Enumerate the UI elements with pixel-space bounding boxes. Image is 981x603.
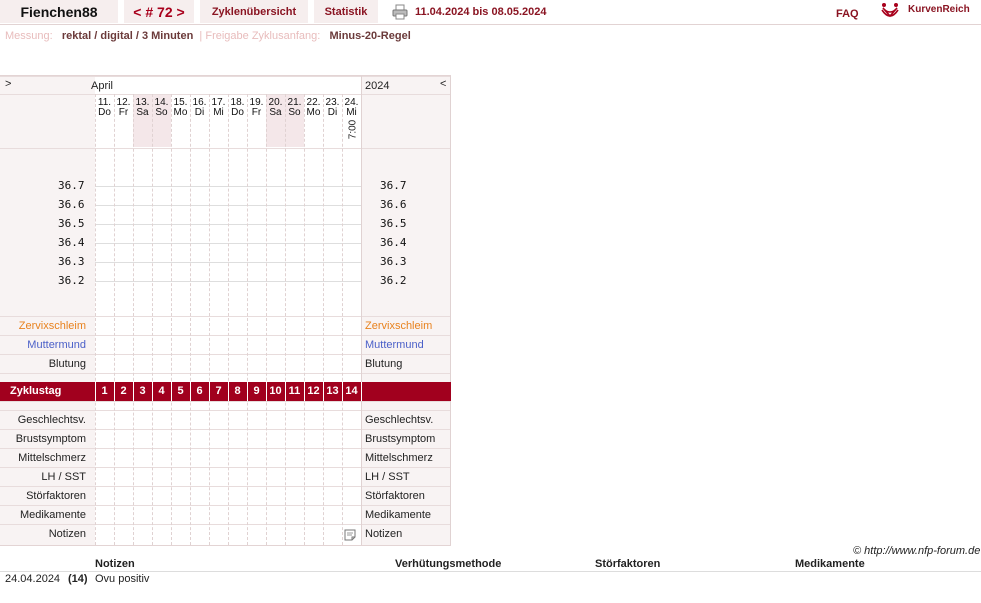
day-number: 13. [135,97,150,108]
row-label-right: Störfaktoren [365,490,425,502]
temp-label-right: 36.6 [380,198,407,211]
cycle-day-row [0,382,451,401]
row-label-left: Muttermund [27,339,86,351]
day-column-line [342,94,343,545]
top-bar [0,0,981,25]
cycle-chart [0,75,451,546]
row-divider [0,373,451,374]
release-value: Minus-20-Regel [329,30,411,42]
day-column-line [152,94,153,545]
date-range: 11.04.2024 bis 08.05.2024 [415,6,547,18]
footer-header-contraception: Verhütungsmethode [395,558,502,570]
row-divider [0,505,451,506]
temp-label-right: 36.5 [380,217,407,230]
temp-label-left: 36.5 [58,217,85,230]
cycle-day-number[interactable]: 4 [158,385,165,397]
row-divider [0,148,451,149]
day-number: 22. [306,97,321,108]
cycle-day-number[interactable]: 8 [234,385,241,397]
row-label-right: LH / SST [365,471,410,483]
weekday: Sa [269,107,282,118]
row-label-right: Mittelschmerz [365,452,433,464]
measure-value: rektal / digital / 3 Minuten [61,30,194,42]
cycle-day-number[interactable]: 12 [307,385,320,397]
row-divider [0,524,451,525]
day-column-line [190,94,191,545]
temp-label-right: 36.4 [380,236,407,249]
day-number: 18. [230,97,245,108]
day-number: 24. [344,97,359,108]
day-header-cell[interactable] [247,98,266,118]
info-separator: | [199,30,203,42]
nav-prev-button[interactable]: > [5,78,12,90]
temp-label-left: 36.2 [58,274,85,287]
tab-statistics[interactable]: Statistik [314,0,378,23]
day-column-line [285,94,286,545]
row-label-right: Geschlechtsv. [365,414,434,426]
nav-next-button[interactable]: < [440,78,447,90]
day-header-cell[interactable] [304,98,323,118]
weekday: Do [98,107,111,118]
row-divider [0,486,451,487]
row-label-left: Geschlechtsv. [17,414,86,426]
printer-icon[interactable] [392,4,408,20]
day-number: 16. [192,97,207,108]
day-number: 12. [116,97,131,108]
temp-label-right: 36.7 [380,179,407,192]
row-divider [0,94,451,95]
measure-time-label: 7:00 [347,119,359,140]
row-label-right: Muttermund [365,339,424,351]
copyright[interactable]: © http://www.nfp-forum.de [853,545,981,557]
footer-header-disruptions: Störfaktoren [595,558,661,570]
cycle-day-number[interactable]: 9 [253,385,260,397]
cycle-day-number[interactable]: 11 [288,385,301,397]
cycle-day-number[interactable]: 14 [345,385,358,397]
cycle-day-label: Zyklustag [10,385,62,397]
release-label: Freigabe Zyklusanfang: [205,30,321,42]
row-divider [0,410,451,411]
cycle-day-number[interactable]: 1 [101,385,108,397]
weekday: Fr [118,107,129,118]
day-column-line [95,94,96,545]
weekday: Sa [136,107,149,118]
row-label-right: Blutung [365,358,403,370]
temp-label-left: 36.3 [58,255,85,268]
day-header-cell[interactable] [95,98,114,118]
row-label-left: Mittelschmerz [18,452,86,464]
row-label-left: LH / SST [41,471,86,483]
day-header-cell[interactable] [209,98,228,118]
day-number: 14. [154,97,169,108]
row-divider [0,448,451,449]
row-divider [0,467,451,468]
cycle-day-number[interactable]: 5 [177,385,184,397]
cycle-day-number[interactable]: 6 [196,385,203,397]
row-label-left: Zervixschleim [18,320,86,332]
weekday: Mo [173,107,188,118]
month-label: April [91,80,114,92]
day-header-cell[interactable] [133,98,152,118]
cycle-day-separator [361,382,362,401]
row-divider [0,316,451,317]
day-number: 21. [287,97,302,108]
day-number: 11. [97,97,112,108]
day-number: 17. [211,97,226,108]
day-header-cell[interactable] [152,98,171,118]
row-label-left: Blutung [48,358,86,370]
day-column-line [171,94,172,545]
day-column-line [304,94,305,545]
day-column-line [209,94,210,545]
weekday: So [288,107,301,118]
day-header-cell[interactable] [285,98,304,118]
chart-right-border [450,76,451,545]
year-label: 2024 [365,80,390,92]
row-label-left: Störfaktoren [26,490,86,502]
temp-label-left: 36.7 [58,179,85,192]
footer-header-notes: Notizen [95,558,135,570]
day-number: 19. [249,97,264,108]
row-label-right: Notizen [365,528,403,540]
day-column-line [114,94,115,545]
row-label-right: Zervixschleim [365,320,433,332]
note-text: Ovu positiv [95,573,150,585]
temp-label-left: 36.6 [58,198,85,211]
day-header-cell[interactable] [266,98,285,118]
weekday: Mo [306,107,321,118]
day-number: 15. [173,97,188,108]
day-column-line [323,94,324,545]
footer-divider [0,571,981,572]
weekday: Mi [213,107,224,118]
day-column-line [266,94,267,545]
row-label-right: Brustsymptom [365,433,436,445]
weekday: So [155,107,168,118]
note-icon[interactable] [344,529,356,541]
row-label-left: Notizen [48,528,86,540]
kurvenreich-logo-icon[interactable] [880,2,900,20]
row-divider [0,335,451,336]
weekday: Di [327,107,338,118]
row-label-left: Medikamente [19,509,86,521]
weekday: Di [194,107,205,118]
cycle-day-number[interactable]: 3 [139,385,146,397]
row-divider [0,76,451,77]
cycle-day-number[interactable]: 2 [120,385,127,397]
day-header-cell[interactable] [114,98,133,118]
right-panel-border [361,76,362,545]
row-divider [0,401,451,402]
day-header-cell[interactable] [190,98,209,118]
temp-label-left: 36.4 [58,236,85,249]
day-column-line [133,94,134,545]
day-header-cell[interactable] [171,98,190,118]
note-cycle-day: (14) [68,573,88,585]
user-name: Fienchen88 [0,0,118,23]
tab-cycle-overview[interactable]: Zyklenübersicht [200,0,308,23]
day-column-line [228,94,229,545]
day-column-line [247,94,248,545]
day-number: 23. [325,97,340,108]
footer-header-medication: Medikamente [795,558,865,570]
row-label-right: Medikamente [365,509,432,521]
measure-label: Messung: [5,30,53,42]
row-divider [0,354,451,355]
row-label-left: Brustsymptom [15,433,86,445]
weekday: Mi [346,107,357,118]
cycle-day-number[interactable]: 10 [269,385,282,397]
day-number: 20. [268,97,283,108]
temp-label-right: 36.2 [380,274,407,287]
weekday: Do [231,107,244,118]
weekday: Fr [251,107,262,118]
cycle-day-number[interactable]: 7 [215,385,222,397]
temp-label-right: 36.3 [380,255,407,268]
day-header-cell[interactable] [342,98,361,118]
cycle-navigator[interactable]: < # 72 > [124,0,194,23]
cycle-day-number[interactable]: 13 [326,385,339,397]
day-header-cell[interactable] [228,98,247,118]
faq-link[interactable]: FAQ [836,8,859,20]
row-divider [0,429,451,430]
day-header-cell[interactable] [323,98,342,118]
kurvenreich-logo-text[interactable]: KurvenReich [908,4,970,15]
note-date: 24.04.2024 [5,573,61,585]
measurement-info [5,30,411,42]
